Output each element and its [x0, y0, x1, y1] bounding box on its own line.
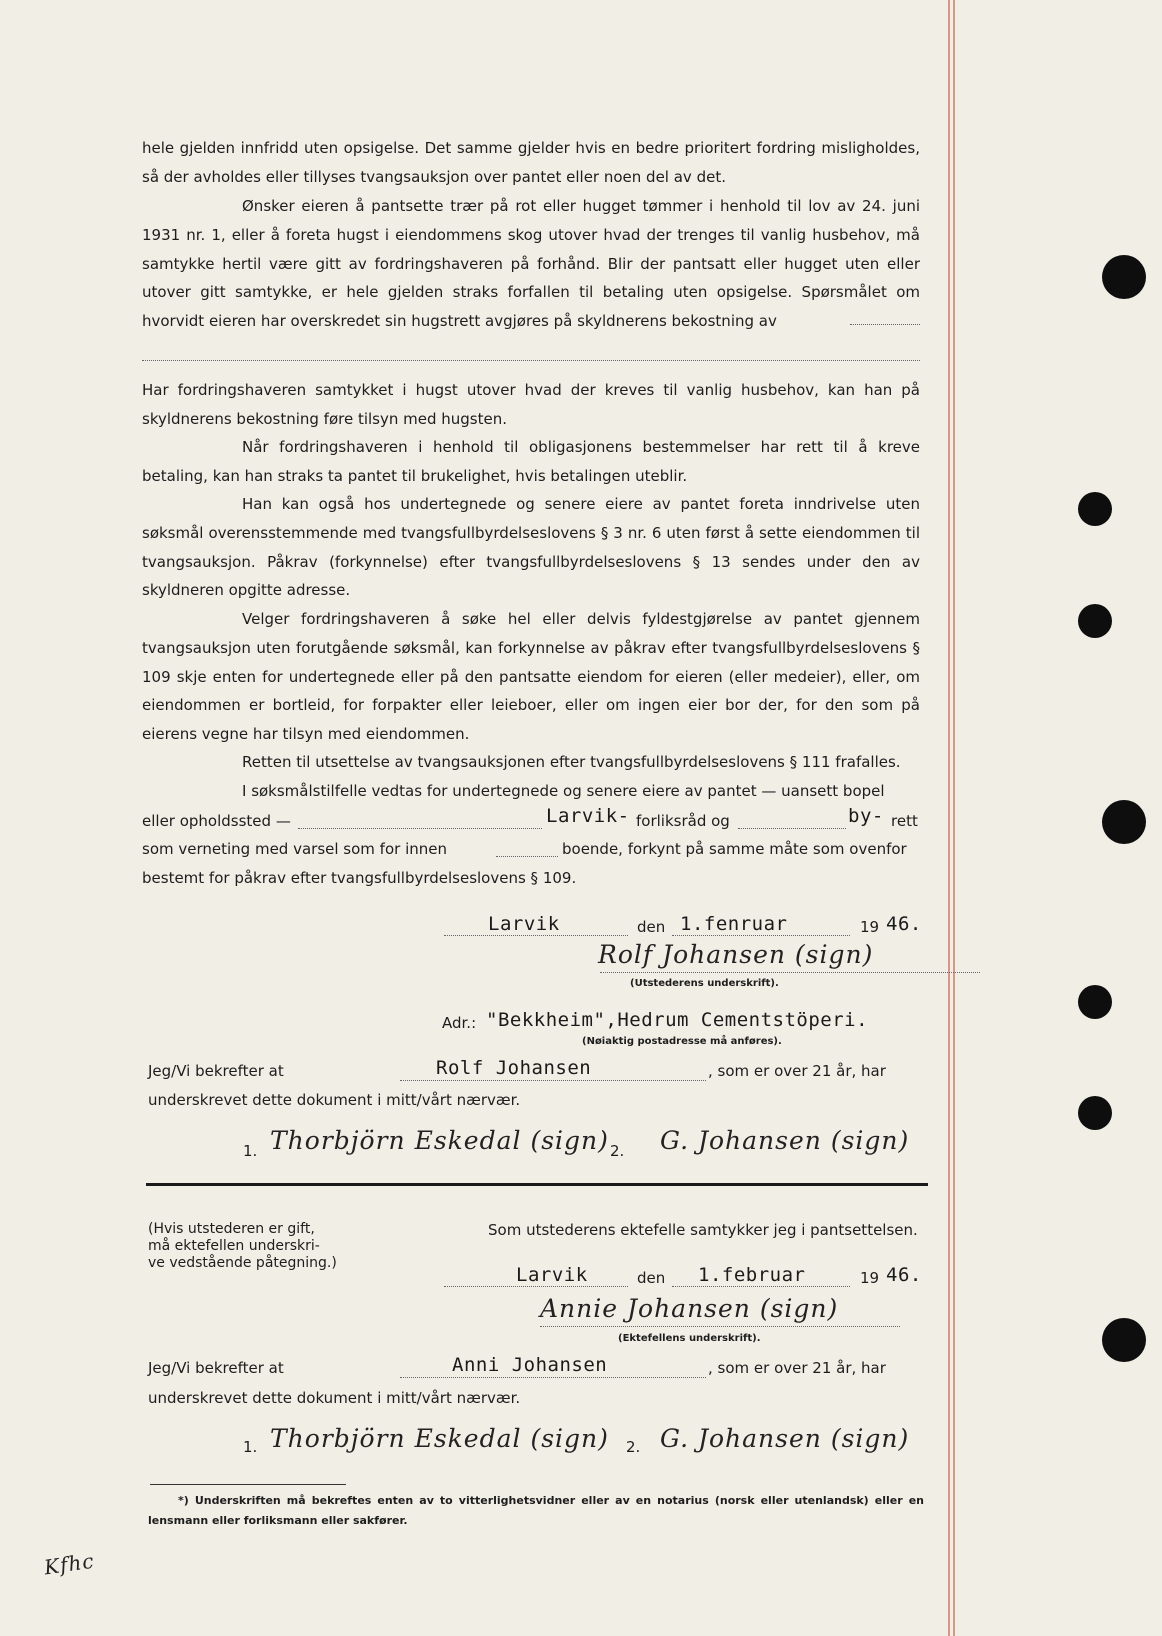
paragraph-2: Ønsker eieren å pantsette trær på rot eller hugget tømmer i henhold til lov av 24. juni 1931 nr. 1, eller å foreta hugst i eiendommens skog utover hvad der trenges til vanlig husbehov, må samtykke hertil være gitt av fordringshaveren på forhånd. Blir der pantsatt eller hugget uten eller utover gitt samtykke, er hele gjelden straks forfallen til betaling uten opsigelse. Spørsmålet om hvorvidt eieren har overskredet sin hugstrett avgjøres på skyldnerens bekostning av	[142, 197, 920, 331]
footnote: *) Underskriften må bekreftes enten av to vitterlighetsvidner eller av en notarius (norsk eller utenlandsk) eller en lensmann eller forliksmann eller sakfører.	[148, 1494, 924, 1527]
binder-hole	[1078, 604, 1112, 638]
signature-line	[600, 972, 980, 973]
spouse-den: den	[637, 1269, 666, 1287]
paragraph-6: Velger fordringshaveren å søke hel eller delvis fyldestgjørelse av pantet gjennem tvangsauksjon uten forutgående søksmål, kan forkynnelse av påkrav efter tvangsfullbyrdelseslovens § 109 skje enten for undertegnede eller på den pantsatte eiendom for eieren (eller medeier), eller, om eiendommen er bortleid, for forpakter eller leieboer, eller om ingen eier bor der, for den som på eierens vegne har tilsyn med eiendommen.	[142, 610, 920, 744]
spouse-confirm-name: Anni Johansen	[452, 1354, 608, 1376]
blank-line	[496, 856, 558, 857]
venue-line-right: rett	[891, 812, 918, 830]
witness-2-signature: G. Johansen (sign)	[660, 1126, 910, 1155]
margin-red-line	[948, 0, 950, 1636]
issuer-year: 46.	[886, 913, 922, 935]
margin-initials: Kfhc	[42, 1548, 96, 1580]
issuer-date: 1.fenruar	[680, 913, 788, 935]
spouse-year: 46.	[886, 1264, 922, 1286]
issuer-den: den	[637, 918, 666, 936]
venue-line-3: bestemt for påkrav efter tvangsfullbyrdelseslovens § 109.	[142, 869, 577, 887]
spouse-note-line: (Hvis utstederen er gift,	[148, 1221, 315, 1237]
paragraph-1: hele gjelden innfridd uten opsigelse. Det samme gjelder hvis en bedre prioritert fordring misligholdes, så der avholdes eller tillyses tvangsauksjon over pantet eller noen del av det.	[142, 139, 920, 186]
venue-line-label: eller opholdssted —	[142, 812, 291, 830]
blank-line	[142, 360, 920, 361]
issuer-signature: Rolf Johansen (sign)	[598, 940, 874, 969]
binder-hole	[1078, 985, 1112, 1019]
typed-venue-city: by-	[848, 805, 884, 827]
spouse-consent: Som utstederens ektefelle samtykker jeg i pantsettelsen.	[488, 1221, 918, 1239]
spouse-signature: Annie Johansen (sign)	[540, 1294, 839, 1323]
paragraph-7: Retten til utsettelse av tvangsauksjonen efter tvangsfullbyrdelseslovens § 111 frafalles.	[242, 753, 901, 771]
margin-red-line-2	[953, 0, 955, 1636]
issuer-place: Larvik	[488, 913, 560, 935]
witness-2-number: 2.	[610, 1142, 625, 1160]
section-divider	[146, 1183, 928, 1186]
blank-line	[400, 1080, 706, 1081]
spouse-witness-1-signature: Thorbjörn Eskedal (sign)	[270, 1424, 609, 1453]
binder-hole	[1078, 1096, 1112, 1130]
spouse-signature-caption: (Ektefellens underskrift).	[618, 1333, 761, 1344]
blank-line	[400, 1377, 706, 1378]
signature-line	[540, 1326, 900, 1327]
spouse-confirm-line-2: underskrevet dette dokument i mitt/vårt nærvær.	[148, 1389, 521, 1407]
binder-hole	[1102, 255, 1146, 299]
confirm-suffix: , som er over 21 år, har	[708, 1062, 886, 1080]
witness-1-number: 1.	[243, 1142, 258, 1160]
blank-line	[672, 935, 850, 936]
issuer-address: "Bekkheim",Hedrum Cementstöperi.	[486, 1009, 869, 1031]
spouse-note	[148, 1221, 337, 1272]
spouse-note-line: ve vedstående påtegning.)	[148, 1255, 337, 1271]
binder-hole	[1102, 1318, 1146, 1362]
issuer-signature-caption: (Utstederens underskrift).	[630, 978, 779, 989]
binder-hole	[1102, 800, 1146, 844]
spouse-note-line: må ektefellen underskri-	[148, 1238, 320, 1254]
blank-line	[444, 935, 628, 936]
venue-line-2-right: boende, forkynt på samme måte som ovenfor	[562, 840, 907, 858]
paragraph-4: Når fordringshaveren i henhold til obligasjonens bestemmelser har rett til å kreve betaling, kan han straks ta pantet til brukelighet, hvis betalingen uteblir.	[142, 438, 920, 485]
address-caption: (Nøiaktig postadresse må anføres).	[582, 1036, 782, 1047]
blank-line	[444, 1286, 628, 1287]
blank-line	[298, 828, 542, 829]
address-label: Adr.:	[442, 1014, 477, 1032]
spouse-confirm-prefix: Jeg/Vi bekrefter at	[148, 1359, 284, 1377]
typed-venue-court: Larvik-	[546, 805, 630, 827]
confirm-prefix: Jeg/Vi bekrefter at	[148, 1062, 284, 1080]
spouse-year-prefix: 19	[860, 1269, 880, 1287]
blank-line	[738, 828, 846, 829]
venue-line-mid: forliksråd og	[636, 812, 730, 830]
blank-line	[850, 324, 920, 325]
binder-hole	[1078, 492, 1112, 526]
spouse-witness-1-number: 1.	[243, 1438, 258, 1456]
spouse-witness-2-signature: G. Johansen (sign)	[660, 1424, 910, 1453]
footnote-rule	[150, 1484, 346, 1485]
spouse-confirm-suffix: , som er over 21 år, har	[708, 1359, 886, 1377]
blank-line	[672, 1286, 850, 1287]
issuer-year-prefix: 19	[860, 918, 880, 936]
witness-1-signature: Thorbjörn Eskedal (sign)	[270, 1126, 609, 1155]
confirm-line-2: underskrevet dette dokument i mitt/vårt nærvær.	[148, 1091, 521, 1109]
venue-line-2: som verneting med varsel som for innen	[142, 840, 447, 858]
paragraph-8: I søksmålstilfelle vedtas for undertegnede og senere eiere av pantet — uansett bopel	[242, 782, 885, 800]
spouse-place: Larvik	[516, 1264, 588, 1286]
spouse-witness-2-number: 2.	[626, 1438, 641, 1456]
confirm-name: Rolf Johansen	[436, 1057, 592, 1079]
paragraph-3: Har fordringshaveren samtykket i hugst utover hvad der kreves til vanlig husbehov, kan han på skyldnerens bekostning føre tilsyn med hugsten.	[142, 381, 920, 428]
paragraph-5: Han kan også hos undertegnede og senere eiere av pantet foreta inndrivelse uten søksmål overensstemmende med tvangsfullbyrdelseslovens § 3 nr. 6 uten først å sette eiendommen til tvangsauksjon. Påkrav (forkynnelse) efter tvangsfullbyrdelseslovens § 13 sendes under den av skyldneren opgitte adresse.	[142, 495, 920, 600]
spouse-date: 1.februar	[698, 1264, 806, 1286]
